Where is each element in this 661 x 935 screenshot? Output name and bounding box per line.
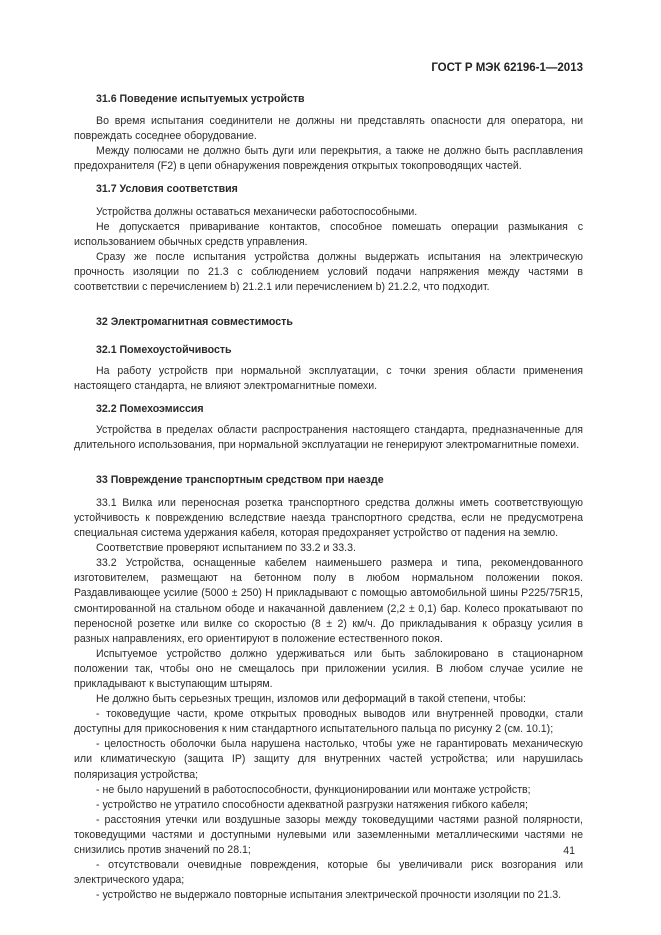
section-title-32: 32 Электромагнитная совместимость xyxy=(96,316,293,329)
paragraph: Сразу же после испытания устройства должны выдержать испытания на электрическую прочность изоляции по 21.3 с соблюдением условий подачи напряжения между частями в соответствии с перечислением b) 21.2.1 или перечислением b) 21.2.2, что подходит. xyxy=(74,250,583,294)
paragraph: Соответствие проверяют испытанием по 33.2 и 33.3. xyxy=(96,542,356,555)
subsection-title-32-1: 32.1 Помехоустойчивость xyxy=(96,344,232,357)
paragraph: Во время испытания соединители не должны ни представлять опасности для оператора, ни повреждать соседнее оборудование. xyxy=(74,115,583,143)
paragraph: На работу устройств при нормальной эксплуатации, с точки зрения области применения настоящего стандарта, не влияют электромагнитные помехи. xyxy=(74,365,583,393)
paragraph: Устройства в пределах области распространения настоящего стандарта, предназначенные для длительного использования, при нормальной эксплуатации не генерируют электромагнитные помехи. xyxy=(74,423,583,451)
paragraph: Устройства должны оставаться механически работоспособными. xyxy=(96,205,418,218)
paragraph: Не должно быть серьезных трещин, изломов или деформаций в такой степени, чтобы: xyxy=(96,693,526,706)
list-item: - не было нарушений в работоспособности, функционировании или монтаже устройств; xyxy=(96,783,531,796)
content xyxy=(74,92,583,903)
paragraph: 33.2 Устройства, оснащенные кабелем наименьшего размера и типа, рекомендованного изготовителем, размещают на бетонном полу в любом нормальном положении покоя. Раздавливающее усилие (5000 ± 250) Н прикладывают с помощью автомобильной шины Р225/75R15, смонтированной на стальном ободе и накачанной давлением (2,2 ± 0,1) бар. Колесо прокатывают по переносной розетке или вилке со скоростью (8 ± 2) км/ч. До прикладывания к образцу усилия в разных направлениях, его ориентируют в положение естественного покоя. xyxy=(74,557,583,645)
paragraph: Между полюсами не должно быть дуги или перекрытия, а также не должно быть расплавления предохранителя (F2) в цепи обнаружения повреждения открытых токопроводящих частей. xyxy=(74,145,583,173)
subsection-title-31-6: 31.6 Поведение испытуемых устройств xyxy=(96,93,305,105)
paragraph: 33.1 Вилка или переносная розетка транспортного средства должны иметь соответствующую устойчивость к повреждению вследствие наезда транспортного средства, если не предусмотрена специальная система удержания кабеля, которая предохраняет устройство от падения на землю. xyxy=(74,496,583,540)
list-item: - устройство не утратило способности адекватной разгрузки натяжения гибкого кабеля; xyxy=(96,798,528,811)
list-item: - целостность оболочки была нарушена настолько, чтобы уже не гарантировать механическую или климатическую (защита IP) защиту для внутренних частей устройства; или нарушилась поляризация устройства; xyxy=(74,738,583,781)
subsection-title-31-7: 31.7 Условия соответствия xyxy=(96,183,238,196)
list-item: - расстояния утечки или воздушные зазоры между токоведущими частями разной полярности, токоведущими частями и доступными нулевыми или заземленными металлическими частями не снизились против значений по 28.1; xyxy=(74,813,583,857)
paragraph: Не допускается приваривание контактов, способное помешать операции размыкания с использованием обычных средств управления. xyxy=(74,220,583,248)
section-title-33: 33 Повреждение транспортным средством при наезде xyxy=(96,473,384,486)
paragraph: Испытуемое устройство должно удерживаться или быть заблокировано в стационарном положении так, чтобы оно не смещалось при приложении усилия. В любом случае усилие не прикладывают к выступающим штырям. xyxy=(74,647,583,690)
page-number: 41 xyxy=(563,845,575,857)
list-item: - устройство не выдержало повторные испытания электрической прочности изоляции по 21.3. xyxy=(96,889,562,902)
list-item: - токоведущие части, кроме открытых проводных выводов или внутренней проводки, стали доступны для прикосновения к ним стандартного испытательного пальца по рисунку 2 (см. 10.1); xyxy=(74,708,583,736)
subsection-title-32-2: 32.2 Помехоэмиссия xyxy=(96,402,204,415)
list-item: - отсутствовали очевидные повреждения, которые бы увеличивали риск возгорания или электрического удара; xyxy=(74,859,583,887)
document-header: ГОСТ Р МЭК 62196-1—2013 xyxy=(431,62,583,74)
